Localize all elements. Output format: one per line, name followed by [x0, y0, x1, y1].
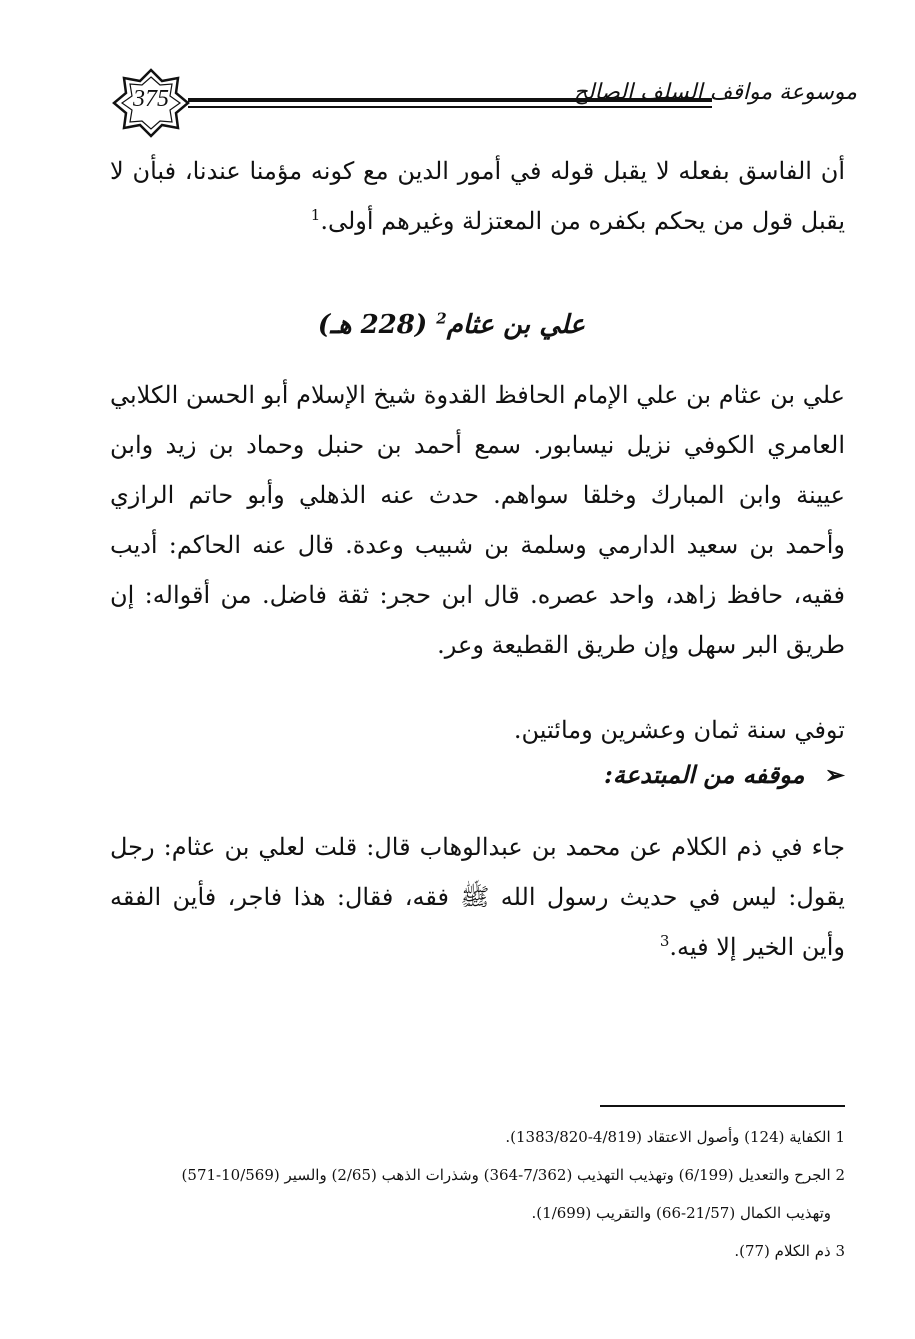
- intro-paragraph: [110, 146, 845, 246]
- footnote-number: 2: [835, 1166, 845, 1184]
- biography-paragraph: علي بن عثام بن علي الإمام الحافظ القدوة شيخ الإسلام أبو الحسن الكلابي العامري الكوفي نزيل نيسابور. سمع أحمد بن حنبل وحماد بن زيد وابن عيينة وابن المبارك وخلقا سواهم. حدث عنه الذهلي وأبو حاتم الرازي وأحمد بن سعيد الدارمي وسلمة بن شبيب وعدة. قال عنه الحاكم: أديب فقيه، حافظ زاهد، واحد عصره. قال ابن حجر: ثقة فاضل. من أقواله: إن طريق البر سهل وإن طريق القطيعة وعر.: [110, 381, 845, 659]
- footnote-ref-1: 1: [310, 206, 321, 224]
- footnotes: [110, 1118, 845, 1270]
- footnote-item: [110, 1118, 845, 1156]
- footnote-separator: [600, 1105, 845, 1107]
- page-number: 375: [133, 86, 169, 112]
- section-title: موقفه من المبتدعة:: [603, 760, 805, 789]
- intro-text: أن الفاسق بفعله لا يقبل قوله في أمور الدين مع كونه مؤمنا عندنا، فبأن لا يقبل قول من يحكم بكفره من المعتزلة وغيرهم أولى.: [110, 157, 845, 235]
- arrow-bullet-icon: ➢: [824, 760, 845, 789]
- section-paragraph: [110, 822, 845, 972]
- entry-heading: [110, 310, 585, 340]
- footnote-number: 3: [835, 1242, 845, 1260]
- entry-name: علي بن عثام: [446, 310, 585, 340]
- footnote-text: ذم الكلام (77).: [734, 1242, 831, 1260]
- footnote-number: 1: [835, 1128, 845, 1146]
- footnote-ref-3: 3: [659, 932, 670, 950]
- footnote-item: [110, 1156, 845, 1194]
- footnote-text: الجرح والتعديل (6/199) وتهذيب التهذيب (7/362-364) وشذرات الذهب (2/65) والسير (10/569-571): [181, 1166, 831, 1184]
- entry-year: (228 هـ): [317, 310, 428, 340]
- series-title: موسوعة مواقف السلف الصالح: [573, 80, 857, 105]
- footnote-continuation: [110, 1194, 845, 1232]
- footnote-item: [110, 1232, 845, 1270]
- section-text: جاء في ذم الكلام عن محمد بن عبدالوهاب قال: قلت لعلي بن عثام: رجل يقول: ليس في حديث رسول الله ﷺ فقه، فقال: هذا فاجر، فأين الفقه وأين الخير إلا فيه.: [110, 833, 845, 961]
- section-heading: [300, 760, 845, 789]
- page-header: [112, 68, 857, 138]
- footnote-text: وتهذيب الكمال (21/57-66) والتقريب (1/699).: [531, 1204, 831, 1222]
- footnote-ref-2: 2: [436, 309, 447, 328]
- footnote-text: الكفاية (124) وأصول الاعتقاد (4/819-1383/820).: [505, 1128, 831, 1146]
- header-rule-thin: [188, 106, 712, 108]
- death-paragraph: توفي سنة ثمان وعشرين ومائتين.: [513, 716, 845, 744]
